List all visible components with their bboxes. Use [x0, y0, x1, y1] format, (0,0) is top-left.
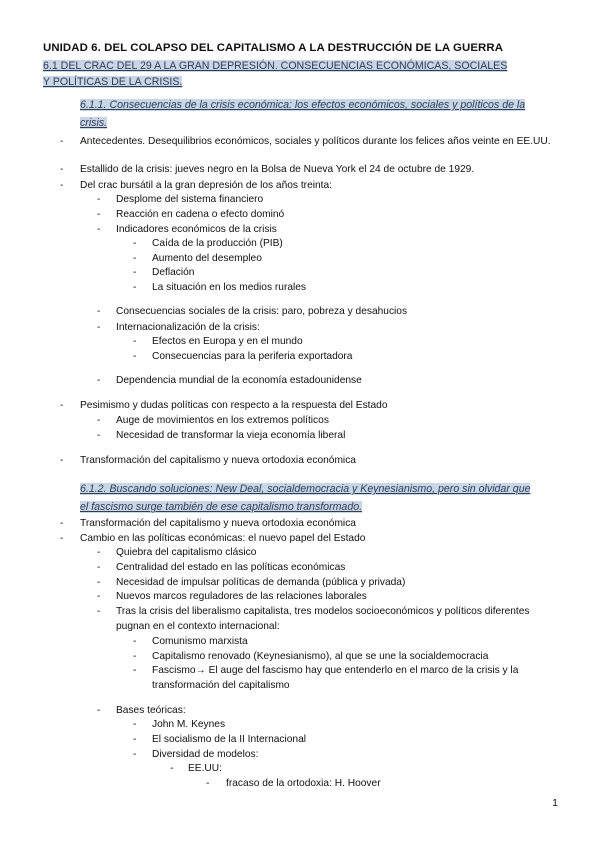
subsection-heading-2-text: 6.1.2. Buscando soluciones: New Deal, socialdemocracia y Keynesianismo, pero sin olvidar que el fascismo surge también de ese capitalismo transformado. — [80, 483, 531, 513]
list-item: Auge de movimientos en los extremos políticos — [116, 415, 329, 426]
bullet-dash: - — [60, 533, 64, 544]
bullet-dash: - — [97, 562, 101, 573]
bullet-dash: - — [170, 763, 174, 774]
bullet-dash: - — [97, 430, 101, 441]
list-item: Antecedentes. Desequilibrios económicos, sociales y políticos durante los felices años veinte en EE.UU. — [80, 136, 551, 147]
bullet-dash: - — [60, 518, 64, 529]
list-item: La situación en los medios rurales — [152, 282, 307, 293]
list-item: Diversidad de modelos: — [152, 749, 259, 760]
list-item: fracaso de la ortodoxia: H. Hoover — [226, 778, 381, 789]
list-item: Aumento del desempleo — [152, 253, 262, 264]
bullet-dash: - — [60, 164, 64, 175]
bullet-dash: - — [97, 577, 101, 588]
list-item: Quiebra del capitalismo clásico — [116, 547, 257, 558]
unit-title: UNIDAD 6. DEL COLAPSO DEL CAPITALISMO A LA DESTRUCCIÓN DE LA GUERRA — [43, 42, 504, 54]
page-number: 1 — [552, 797, 558, 809]
bullet-dash: - — [206, 778, 210, 789]
list-item: Del crac bursátil a la gran depresión de los años treinta: — [80, 180, 332, 191]
bullet-dash: - — [60, 400, 64, 411]
list-item: Pesimismo y dudas políticas con respecto a la respuesta del Estado — [80, 400, 388, 411]
bullet-dash: - — [60, 136, 64, 147]
bullet-dash: - — [133, 336, 137, 347]
list-item: Deflación — [152, 267, 195, 278]
subsection-heading-1 — [80, 96, 540, 132]
list-item: Fascismo→ El auge del fascismo hay que entenderlo en el marco de la crisis y la transformación del capitalismo — [152, 665, 519, 691]
bullet-dash: - — [97, 591, 101, 602]
section-heading — [43, 58, 513, 90]
bullet-dash: - — [97, 547, 101, 558]
bullet-dash: - — [133, 351, 137, 362]
bullet-dash: - — [133, 665, 137, 676]
bullet-dash: - — [97, 606, 101, 617]
list-item: Transformación del capitalismo y nueva ortodoxia económica — [80, 518, 356, 529]
bullet-dash: - — [97, 224, 101, 235]
list-item: Dependencia mundial de la economía estadounidense — [116, 375, 362, 386]
list-item: John M. Keynes — [152, 719, 226, 730]
list-item: Internacionalización de la crisis: — [116, 322, 260, 333]
list-item: Centralidad del estado en las políticas económicas — [116, 562, 346, 573]
bullet-dash: - — [133, 636, 137, 647]
subsection-heading-2 — [80, 480, 540, 516]
list-item: Caída de la producción (PIB) — [152, 238, 283, 249]
bullet-dash: - — [97, 194, 101, 205]
bullet-dash: - — [133, 253, 137, 264]
list-item: Transformación del capitalismo y nueva ortodoxia económica — [80, 455, 356, 466]
bullet-dash: - — [97, 209, 101, 220]
bullet-dash: - — [133, 238, 137, 249]
bullet-dash: - — [60, 455, 64, 466]
list-item: EE.UU: — [188, 763, 222, 774]
list-item: Consecuencias para la periferia exportadora — [152, 351, 353, 362]
bullet-dash: - — [133, 282, 137, 293]
bullet-dash: - — [97, 306, 101, 317]
bullet-dash: - — [60, 180, 64, 191]
list-item: Cambio en las políticas económicas: el nuevo papel del Estado — [80, 533, 366, 544]
list-item: Desplome del sistema financiero — [116, 194, 264, 205]
bullet-dash: - — [133, 651, 137, 662]
bullet-dash: - — [97, 322, 101, 333]
bullet-dash: - — [97, 375, 101, 386]
bullet-dash: - — [133, 267, 137, 278]
list-item: Efectos en Europa y en el mundo — [152, 336, 303, 347]
list-item: Comunismo marxista — [152, 636, 248, 647]
bullet-dash: - — [97, 705, 101, 716]
bullet-dash: - — [97, 415, 101, 426]
bullet-dash: - — [133, 719, 137, 730]
bullet-dash: - — [133, 734, 137, 745]
list-item: Reacción en cadena o efecto dominó — [116, 209, 285, 220]
list-item: El socialismo de la II Internacional — [152, 734, 307, 745]
list-item: Capitalismo renovado (Keynesianismo), al que se une la socialdemocracia — [152, 651, 489, 662]
list-item: Tras la crisis del liberalismo capitalista, tres modelos socioeconómicos y políticos diferentes pugnan en el contexto internacional: — [116, 606, 530, 632]
list-item: Bases teóricas: — [116, 705, 186, 716]
section-heading-text: 6.1 DEL CRAC DEL 29 A LA GRAN DEPRESIÓN. CONSECUENCIAS ECONÓMICAS, SOCIALES Y POLÍTICAS DE LA CRISIS. — [43, 60, 508, 88]
list-item: Necesidad de transformar la vieja economía liberal — [116, 430, 346, 441]
list-item: Necesidad de impulsar políticas de demanda (pública y privada) — [116, 577, 406, 588]
list-item: Consecuencias sociales de la crisis: paro, pobreza y desahucios — [116, 306, 408, 317]
list-item: Estallido de la crisis: jueves negro en la Bolsa de Nueva York el 24 de octubre de 1929. — [80, 164, 475, 175]
bullet-dash: - — [133, 749, 137, 760]
list-item: Nuevos marcos reguladores de las relaciones laborales — [116, 591, 367, 602]
list-item: Indicadores económicos de la crisis — [116, 224, 277, 235]
subsection-heading-1-text: 6.1.1. Consecuencias de la crisis económica: los efectos económicos, sociales y políticos de la crisis. — [80, 99, 526, 129]
